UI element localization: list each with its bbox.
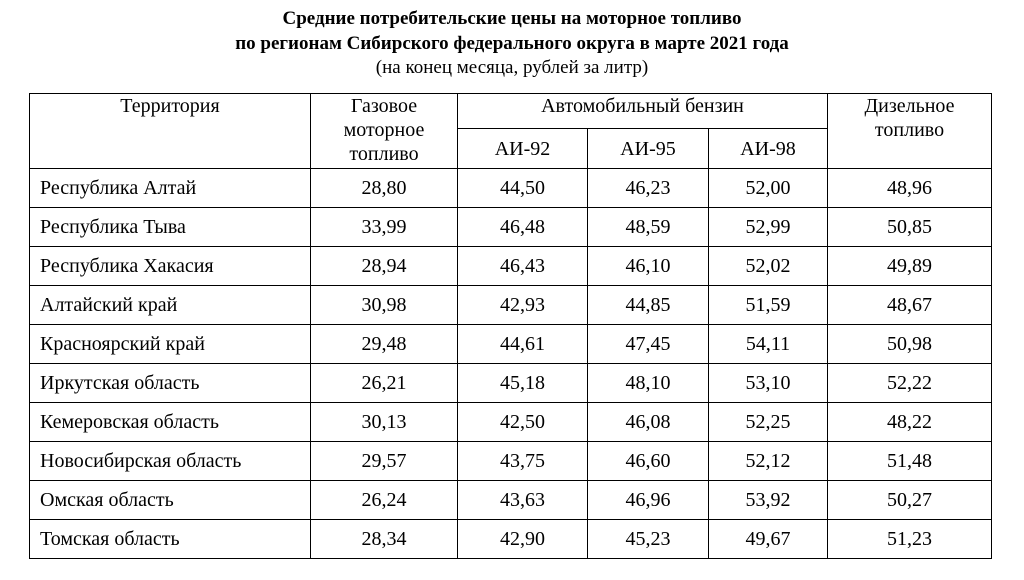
cell-ai92: 44,61 (458, 325, 588, 364)
cell-ai98: 52,12 (709, 442, 828, 481)
table-row (30, 403, 992, 442)
header-territory: Территория (30, 94, 311, 169)
cell-ai98: 51,59 (709, 286, 828, 325)
title-subtitle: (на конец месяца, рублей за литр) (375, 57, 649, 78)
cell-diesel: 48,67 (828, 286, 992, 325)
cell-ai95: 46,10 (588, 247, 709, 286)
cell-diesel: 51,48 (828, 442, 992, 481)
cell-ai92: 44,50 (458, 169, 588, 208)
cell-ai92: 46,48 (458, 208, 588, 247)
document-title (0, 6, 1024, 80)
cell-ai92: 42,90 (458, 520, 588, 559)
cell-ai98: 49,67 (709, 520, 828, 559)
cell-gas: 29,48 (311, 325, 458, 364)
cell-diesel: 50,98 (828, 325, 992, 364)
cell-ai95: 46,23 (588, 169, 709, 208)
cell-ai98: 52,25 (709, 403, 828, 442)
cell-ai95: 44,85 (588, 286, 709, 325)
cell-gas: 30,13 (311, 403, 458, 442)
cell-territory: Республика Тыва (30, 208, 311, 247)
cell-territory: Республика Хакасия (30, 247, 311, 286)
cell-ai92: 42,50 (458, 403, 588, 442)
cell-ai92: 43,63 (458, 481, 588, 520)
cell-ai95: 46,60 (588, 442, 709, 481)
cell-gas: 26,21 (311, 364, 458, 403)
cell-ai98: 54,11 (709, 325, 828, 364)
cell-ai98: 52,00 (709, 169, 828, 208)
cell-diesel: 48,22 (828, 403, 992, 442)
cell-ai92: 45,18 (458, 364, 588, 403)
cell-gas: 28,94 (311, 247, 458, 286)
header-diesel: Дизельное топливо (828, 94, 992, 169)
header-ai98: АИ-98 (709, 129, 828, 169)
table-row (30, 481, 992, 520)
header-petrol-group: Автомобильный бензин (458, 94, 828, 129)
fuel-prices-table (29, 93, 992, 559)
cell-ai95: 45,23 (588, 520, 709, 559)
cell-gas: 28,34 (311, 520, 458, 559)
cell-ai98: 52,02 (709, 247, 828, 286)
cell-territory: Томская область (30, 520, 311, 559)
table-row (30, 169, 992, 208)
cell-territory: Республика Алтай (30, 169, 311, 208)
table-row (30, 364, 992, 403)
cell-gas: 28,80 (311, 169, 458, 208)
cell-diesel: 50,85 (828, 208, 992, 247)
cell-ai95: 48,10 (588, 364, 709, 403)
cell-territory: Омская область (30, 481, 311, 520)
table-row (30, 208, 992, 247)
cell-territory: Новосибирская область (30, 442, 311, 481)
cell-gas: 29,57 (311, 442, 458, 481)
cell-ai95: 46,96 (588, 481, 709, 520)
cell-diesel: 49,89 (828, 247, 992, 286)
cell-ai95: 48,59 (588, 208, 709, 247)
table-row (30, 520, 992, 559)
header-row-main (30, 94, 992, 129)
cell-ai95: 46,08 (588, 403, 709, 442)
table-body (30, 169, 992, 559)
table-header (30, 94, 992, 169)
cell-ai92: 42,93 (458, 286, 588, 325)
cell-territory: Кемеровская область (30, 403, 311, 442)
cell-ai98: 52,99 (709, 208, 828, 247)
title-line-1: Средние потребительские цены на моторное топливо (282, 8, 742, 29)
cell-gas: 26,24 (311, 481, 458, 520)
cell-diesel: 52,22 (828, 364, 992, 403)
table-row (30, 325, 992, 364)
cell-ai92: 43,75 (458, 442, 588, 481)
table-row (30, 442, 992, 481)
cell-territory: Иркутская область (30, 364, 311, 403)
cell-territory: Красноярский край (30, 325, 311, 364)
cell-gas: 33,99 (311, 208, 458, 247)
title-line-2: по регионам Сибирского федерального округа в марте 2021 года (235, 33, 789, 54)
cell-ai98: 53,92 (709, 481, 828, 520)
header-ai95: АИ-95 (588, 129, 709, 169)
table-row (30, 247, 992, 286)
cell-diesel: 51,23 (828, 520, 992, 559)
header-ai92: АИ-92 (458, 129, 588, 169)
cell-ai95: 47,45 (588, 325, 709, 364)
cell-territory: Алтайский край (30, 286, 311, 325)
cell-ai98: 53,10 (709, 364, 828, 403)
table-row (30, 286, 992, 325)
cell-gas: 30,98 (311, 286, 458, 325)
cell-diesel: 50,27 (828, 481, 992, 520)
cell-ai92: 46,43 (458, 247, 588, 286)
cell-diesel: 48,96 (828, 169, 992, 208)
header-gas-fuel: Газовое моторное топливо (311, 94, 458, 169)
